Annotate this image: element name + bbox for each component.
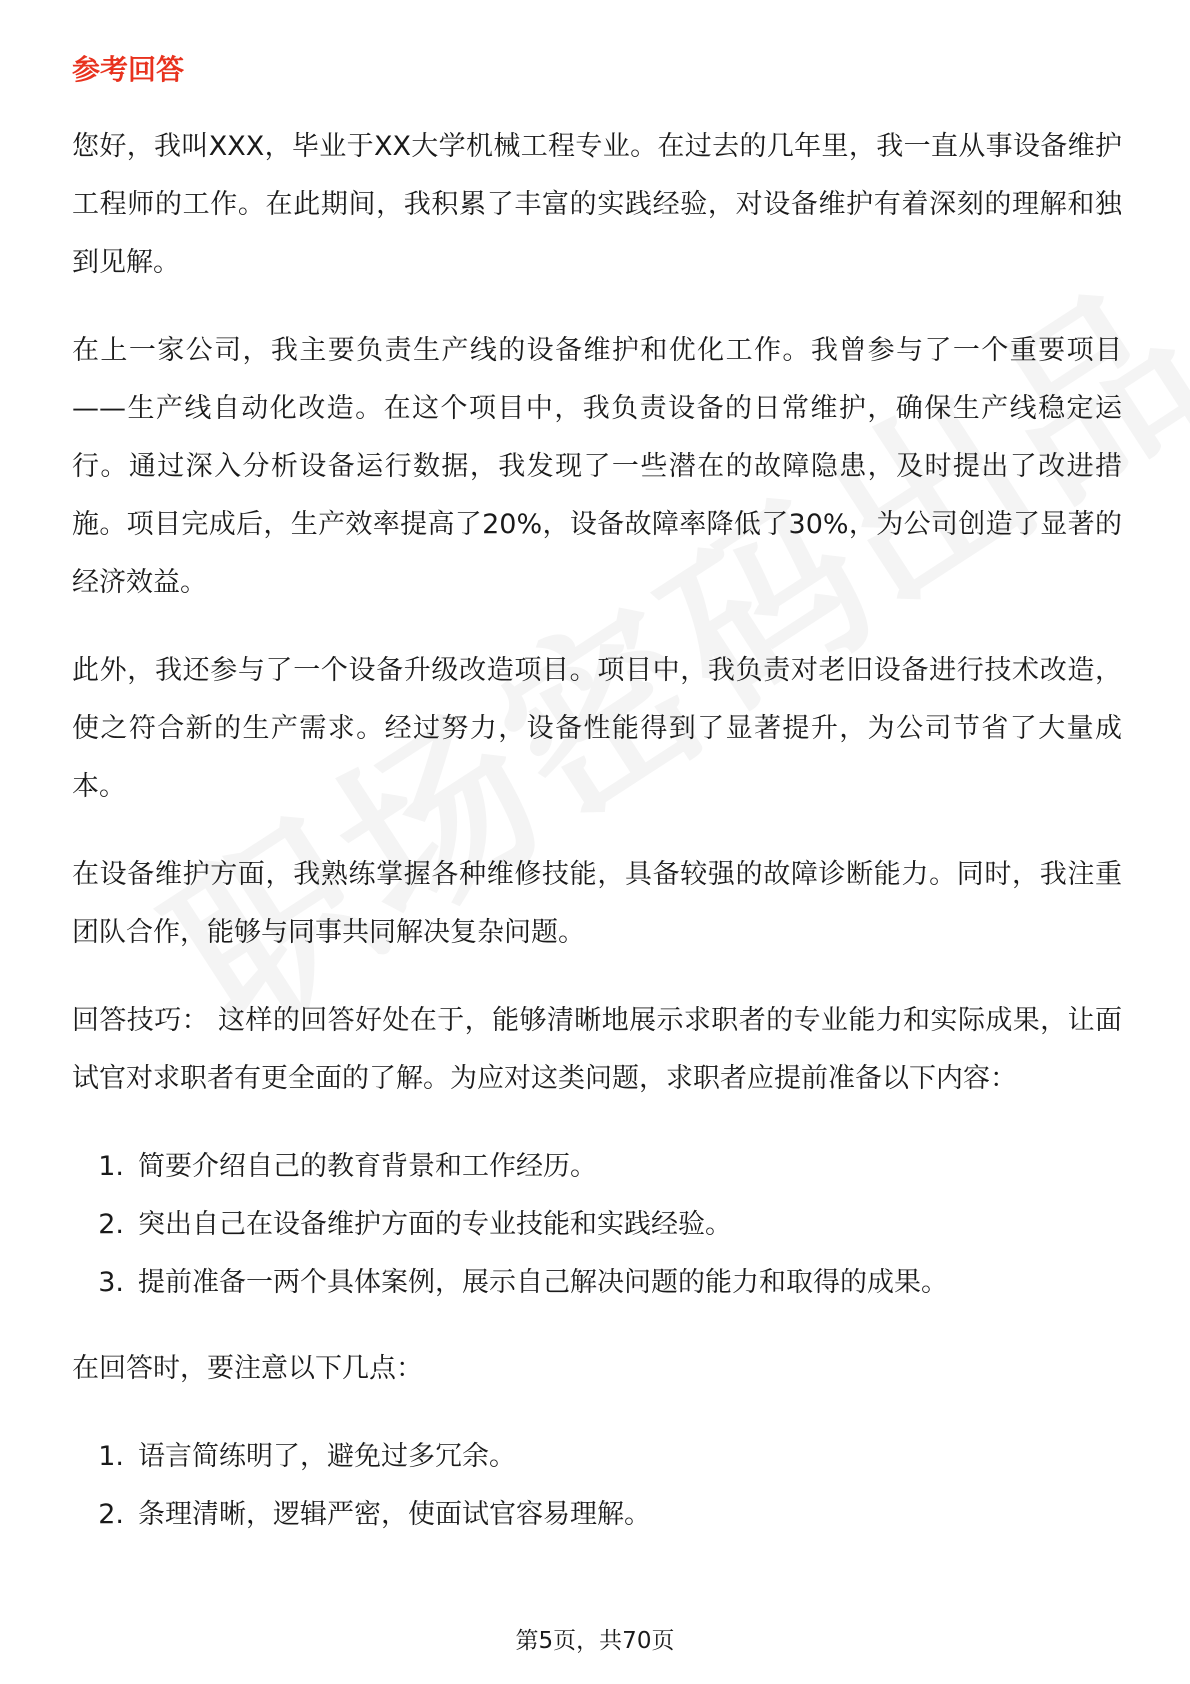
project-paragraph: 在上一家公司，我主要负责生产线的设备维护和优化工作。我曾参与了一个重要项目——生产线自动化改造。在这个项目中，我负责设备的日常维护，确保生产线稳定运行。通过深入分析设备运行数据，我发现了一些潜在的故障隐患，及时提出了改进措施。项目完成后，生产效率提高了20%，设备故障率降低了30%，为公司创造了显著的经济效益。 [72, 335, 1122, 598]
upgrade-paragraph: 此外，我还参与了一个设备升级改造项目。项目中，我负责对老旧设备进行技术改造，使之符合新的生产需求。经过努力，设备性能得到了显著提升，为公司节省了大量成本。 [72, 655, 1122, 802]
list-item-text: 语言简练明了，避免过多冗余。 [138, 1441, 516, 1472]
list-item-number: 3. [98, 1267, 124, 1298]
list-item [72, 1138, 1122, 1196]
document-body [72, 118, 1122, 1572]
list-item-text: 简要介绍自己的教育背景和工作经历。 [138, 1151, 597, 1182]
list-item-text: 提前准备一两个具体案例，展示自己解决问题的能力和取得的成果。 [138, 1267, 948, 1298]
list-item [72, 1428, 1122, 1486]
list-item-number: 1. [98, 1441, 124, 1472]
intro-paragraph: 您好，我叫XXX，毕业于XX大学机械工程专业。在过去的几年里，我一直从事设备维护工程师的工作。在此期间，我积累了丰富的实践经验，对设备维护有着深刻的理解和独到见解。 [72, 131, 1122, 278]
list-item-number: 2. [98, 1209, 124, 1240]
tips-paragraph: 回答技巧： 这样的回答好处在于，能够清晰地展示求职者的专业能力和实际成果，让面试官对求职者有更全面的了解。为应对这类问题，求职者应提前准备以下内容： [72, 1005, 1122, 1094]
list-item-number: 1. [98, 1151, 124, 1182]
notes-list [72, 1428, 1122, 1544]
list-item [72, 1254, 1122, 1312]
list-item [72, 1486, 1122, 1544]
page-number: 第5页，共70页 [515, 1628, 675, 1654]
section-title: 参考回答 [72, 53, 185, 86]
list-item-number: 2. [98, 1499, 124, 1530]
tips-list [72, 1138, 1122, 1312]
list-item-text: 条理清晰，逻辑严密，使面试官容易理解。 [138, 1499, 651, 1530]
list-item [72, 1196, 1122, 1254]
list-item-text: 突出自己在设备维护方面的专业技能和实践经验。 [138, 1209, 732, 1240]
notes-intro: 在回答时，要注意以下几点： [72, 1353, 423, 1384]
skills-paragraph: 在设备维护方面，我熟练掌握各种维修技能，具备较强的故障诊断能力。同时，我注重团队合作，能够与同事共同解决复杂问题。 [72, 859, 1122, 948]
